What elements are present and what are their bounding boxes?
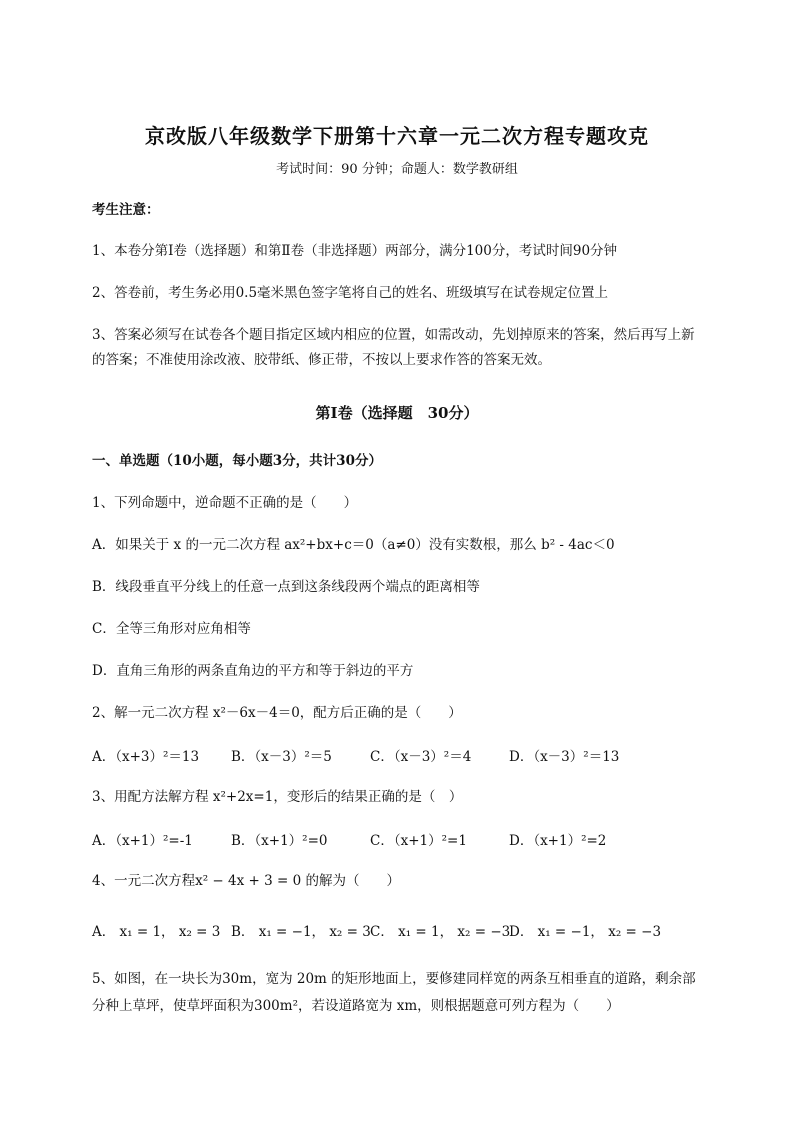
q2-options [92, 745, 648, 765]
q2-option-a: A．（x+3）²＝13 [92, 749, 200, 765]
q3-option-b: B．（x+1）²=0 [231, 833, 328, 849]
notes-heading: 考生注意： [92, 202, 160, 218]
q3-option-d: D．（x+1）²=2 [509, 833, 607, 849]
note-1: 1、本卷分第Ⅰ卷（选择题）和第Ⅱ卷（非选择题）两部分，满分100分，考试时间90分钟 [92, 243, 618, 259]
note-2: 2、答卷前，考生务必用0.5毫米黑色签字笔将自己的姓名、班级填写在试卷规定位置上 [92, 285, 609, 301]
q1-option-a: A．如果关于 x 的一元二次方程 ax²+bx+c＝0（a≠0）没有实数根，那么 b² - 4ac＜0 [92, 537, 615, 553]
q5-stem-line-1: 5、如图，在一块长为30m，宽为 20m 的矩形地面上，要修建同样宽的两条互相垂直的道路，剩余部 [92, 971, 696, 987]
section-title: 第Ⅰ卷（选择题 30分） [315, 404, 479, 422]
q4-stem: 4、一元二次方程x² − 4x + 3 = 0 的解为（ ） [92, 873, 400, 889]
q3-option-c: C．（x+1）²=1 [370, 833, 467, 849]
q1-option-b: B．线段垂直平分线上的任意一点到这条线段两个端点的距离相等 [92, 579, 480, 595]
q3-options [92, 829, 648, 849]
note-3-line-1: 3、答案必须写在试卷各个题目指定区域内相应的位置，如需改动，先划掉原来的答案，然后再写上新 [92, 327, 695, 343]
q4-option-a: A． x₁ = 1， x₂ = 3 [92, 924, 221, 940]
q1-option-d: D．直角三角形的两条直角边的平方和等于斜边的平方 [92, 663, 414, 679]
q4-option-c: C． x₁ = 1， x₂ = −3 [370, 924, 511, 940]
exam-info: 考试时间：90 分钟；命题人：数学教研组 [276, 162, 518, 177]
document-title: 京改版八年级数学下册第十六章一元二次方程专题攻克 [145, 124, 649, 148]
q2-option-d: D．（x－3）²＝13 [509, 749, 620, 765]
q3-option-a: A．（x+1）²=-1 [92, 833, 193, 849]
q3-stem: 3、用配方法解方程 x²+2x=1，变形后的结果正确的是（ ） [92, 789, 463, 805]
q4-option-d: D． x₁ = −1， x₂ = −3 [509, 924, 662, 940]
q2-option-b: B．（x－3）²＝5 [231, 749, 332, 765]
q1-option-c: C．全等三角形对应角相等 [92, 621, 251, 637]
q5-stem-line-2: 分种上草坪，使草坪面积为300m²，若设道路宽为 xm，则根据题意可列方程为（ ） [92, 998, 620, 1014]
q1-stem: 1、下列命题中，逆命题不正确的是（ ） [92, 495, 358, 511]
q2-option-c: C．（x－3）²＝4 [370, 749, 472, 765]
note-3-line-2: 的答案；不准使用涂改液、胶带纸、修正带，不按以上要求作答的答案无效。 [92, 352, 551, 368]
q2-stem: 2、解一元二次方程 x²－6x－4＝0，配方后正确的是（ ） [92, 705, 462, 721]
q4-options [92, 920, 662, 940]
part-heading: 一、单选题（10小题，每小题3分，共计30分） [92, 453, 382, 469]
q4-option-b: B． x₁ = −1， x₂ = 3 [231, 924, 371, 940]
